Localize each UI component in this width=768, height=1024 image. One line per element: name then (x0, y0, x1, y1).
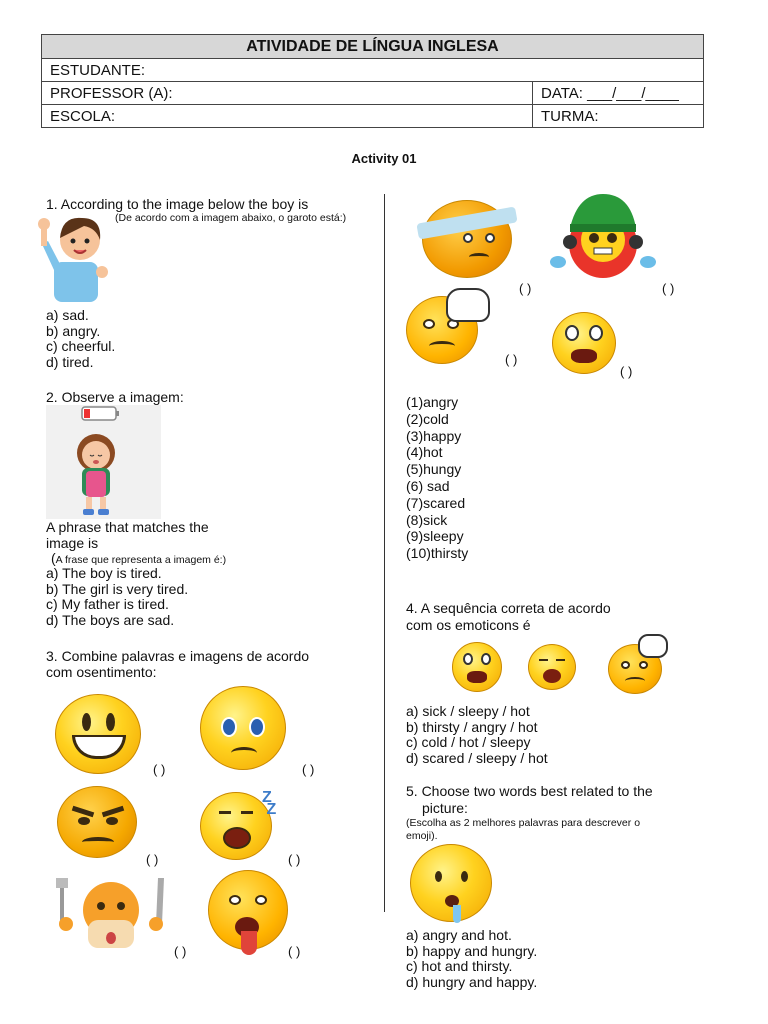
school-field: ESCOLA: (42, 105, 533, 127)
worksheet-title: ATIVIDADE DE LÍNGUA INGLESA (42, 35, 703, 59)
q1-options (46, 308, 115, 370)
q4-options (406, 704, 548, 766)
q2-option-b[interactable]: b) The girl is very tired. (46, 580, 189, 597)
q5-translation-line2: emoji). (406, 830, 438, 842)
q4-option-d[interactable]: d) scared / sleepy / hot (406, 749, 548, 766)
girl-illustration (46, 405, 161, 519)
word-angry: (1)angry (406, 394, 459, 410)
word-sick: (8)sick (406, 511, 448, 528)
q5-line1: 5. Choose two words best related to the (406, 783, 653, 799)
q3-blank-6[interactable]: ( ) (288, 944, 301, 959)
q3-blank-1[interactable]: ( ) (153, 762, 166, 777)
hungry-emoji (54, 876, 168, 952)
q3-blank-3[interactable]: ( ) (146, 852, 159, 867)
q2-option-a[interactable]: a) The boy is tired. (46, 565, 162, 581)
thirsty-emoji (208, 870, 288, 950)
q4-option-c[interactable]: c) cold / hot / sleepy (406, 734, 531, 750)
q5-option-d[interactable]: d) hungry and happy. (406, 973, 538, 990)
q1-translation: (De acordo com a imagem abaixo, o garoto está:) (115, 212, 347, 224)
q3-blank-2[interactable]: ( ) (302, 762, 315, 777)
activity-title: Activity 01 (351, 151, 417, 166)
q3-blank-10[interactable]: ( ) (620, 364, 633, 379)
teacher-field: PROFESSOR (A): (42, 82, 533, 104)
q3-blank-7[interactable]: ( ) (519, 281, 532, 296)
drooling-emoji (410, 844, 492, 922)
q5-option-c[interactable]: c) hot and thirsty. (406, 958, 513, 974)
q5-options (406, 928, 537, 990)
word-thirsty: (10)thirsty (406, 545, 469, 562)
q2-translation: (A frase que representa a imagem é:) (51, 550, 227, 566)
word-sad: (6) sad (406, 477, 450, 494)
q3-line1: 3. Combine palavras e imagens de acordo (46, 648, 310, 664)
class-field: TURMA: (541, 108, 599, 125)
q5-line2: picture: (422, 800, 468, 816)
q3-blank-4[interactable]: ( ) (288, 852, 301, 867)
q3-blank-5[interactable]: ( ) (174, 944, 187, 959)
student-field: ESTUDANTE: (50, 62, 146, 79)
angry-emoji (57, 786, 137, 858)
q1-option-a[interactable]: a) sad. (46, 307, 89, 323)
battery-low-icon (82, 407, 119, 420)
word-sleepy: (9)sleepy (406, 528, 464, 545)
word-scared: (7)scared (406, 494, 466, 511)
sad-emoji (200, 686, 286, 770)
q4-option-b[interactable]: b) thirsty / angry / hot (406, 718, 538, 735)
happy-emoji (55, 694, 141, 774)
sleepy-emoji-small (528, 644, 576, 690)
column-divider (384, 194, 385, 912)
word-happy: (3)happy (406, 427, 462, 444)
q2-question: 2. Observe a imagem: (46, 389, 184, 405)
q2-option-d[interactable]: d) The boys are sad. (46, 611, 175, 628)
word-hot: (4)hot (406, 444, 443, 461)
q2-prompt-line2: image is (46, 535, 99, 551)
q2-option-c[interactable]: c) My father is tired. (46, 596, 169, 612)
q1-question: 1. According to the image below the boy is (46, 196, 309, 212)
q3-blank-8[interactable]: ( ) (662, 281, 675, 296)
q2-prompt-line1: A phrase that matches the (46, 519, 209, 535)
wiping-hand-icon (446, 288, 490, 322)
q4-option-a[interactable]: a) sick / sleepy / hot (406, 703, 530, 719)
q5-option-a[interactable]: a) angry and hot. (406, 927, 512, 943)
scared-emoji (552, 312, 616, 374)
sick-emoji (422, 200, 512, 278)
q2-options (46, 566, 188, 628)
zzz-icon: Z Z (262, 789, 277, 818)
q4-line2: com os emoticons é (406, 617, 531, 633)
scared-emoji-small (452, 642, 502, 692)
wiping-hand-icon-small (638, 634, 668, 658)
boy-illustration (36, 210, 114, 302)
header-table (41, 34, 704, 128)
q1-option-b[interactable]: b) angry. (46, 322, 101, 339)
q5-option-b[interactable]: b) happy and hungry. (406, 942, 538, 959)
date-field: DATA: ___/___/____ (541, 85, 679, 102)
q4-line1: 4. A sequência correta de acordo (406, 600, 611, 616)
q3-word-list (406, 394, 468, 562)
q1-option-d[interactable]: d) tired. (46, 353, 94, 370)
q1-option-c[interactable]: c) cheerful. (46, 338, 116, 354)
q5-translation-line1: (Escolha as 2 melhores palavras para descrever o (406, 817, 641, 829)
q3-blank-9[interactable]: ( ) (505, 352, 518, 367)
q3-line2: com osentimento: (46, 664, 157, 680)
cold-emoji (548, 194, 658, 280)
word-hungy: (5)hungy (406, 461, 462, 478)
word-cold: (2)cold (406, 410, 449, 427)
